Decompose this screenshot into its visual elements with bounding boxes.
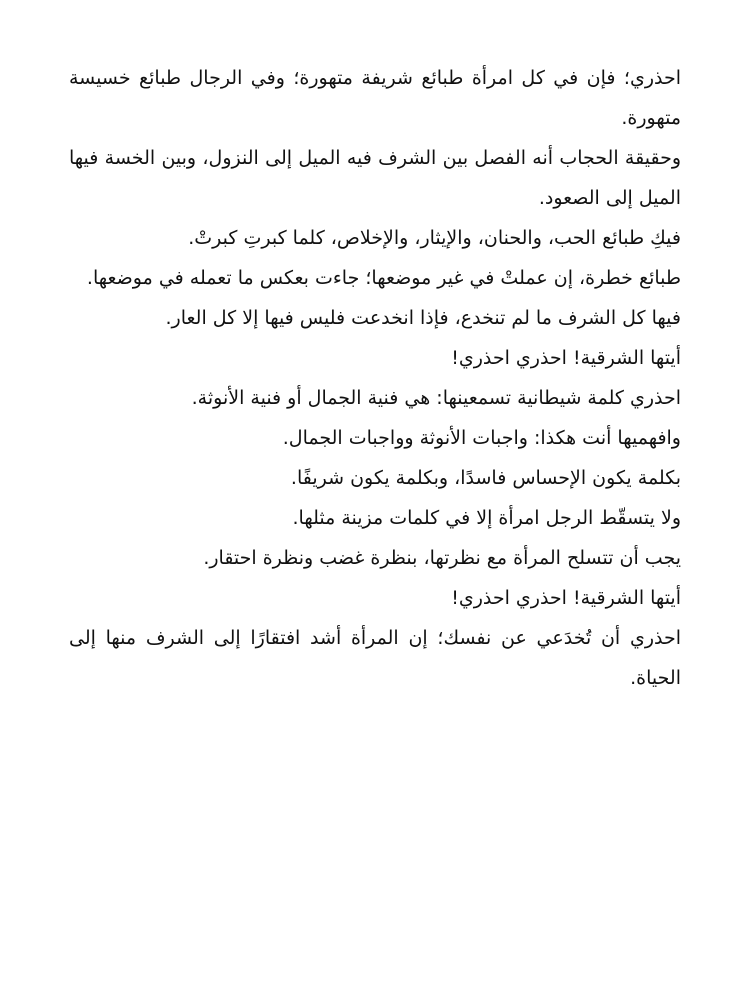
paragraph: فيكِ طبائع الحب، والحنان، والإيثار، والإخلاص، كلما كبرتِ كبرتْ.	[188, 227, 681, 249]
paragraph: طبائع خطرة، إن عملتْ في غير موضعها؛ جاءت بعكس ما تعمله في موضعها.	[86, 267, 681, 289]
paragraph: احذري؛ فإن في كل امرأة طبائع شريفة متهورة؛ وفي الرجال طبائع خسيسة متهورة.	[69, 67, 681, 129]
document-page	[69, 58, 681, 698]
paragraph: أيتها الشرقية! احذري احذري!	[451, 587, 681, 609]
paragraph: بكلمة يكون الإحساس فاسدًا، وبكلمة يكون شريفًا.	[290, 467, 681, 489]
paragraph: ولا يتسقّط الرجل امرأة إلا في كلمات مزينة مثلها.	[292, 507, 681, 529]
paragraph: احذري أن تُخدَعي عن نفسك؛ إن المرأة أشد افتقارًا إلى الشرف منها إلى الحياة.	[69, 627, 681, 689]
paragraph: وحقيقة الحجاب أنه الفصل بين الشرف فيه الميل إلى النزول، وبين الخسة فيها الميل إلى الصعود.	[69, 147, 681, 209]
paragraph: احذري كلمة شيطانية تسمعينها: هي فنية الجمال أو فنية الأنوثة.	[191, 387, 681, 409]
paragraph: فيها كل الشرف ما لم تنخدع، فإذا انخدعت فليس فيها إلا كل العار.	[165, 307, 681, 329]
paragraph: يجب أن تتسلح المرأة مع نظرتها، بنظرة غضب ونظرة احتقار.	[203, 547, 681, 569]
paragraph: وافهميها أنت هكذا: واجبات الأنوثة وواجبات الجمال.	[282, 427, 681, 449]
paragraph: أيتها الشرقية! احذري احذري!	[451, 347, 681, 369]
